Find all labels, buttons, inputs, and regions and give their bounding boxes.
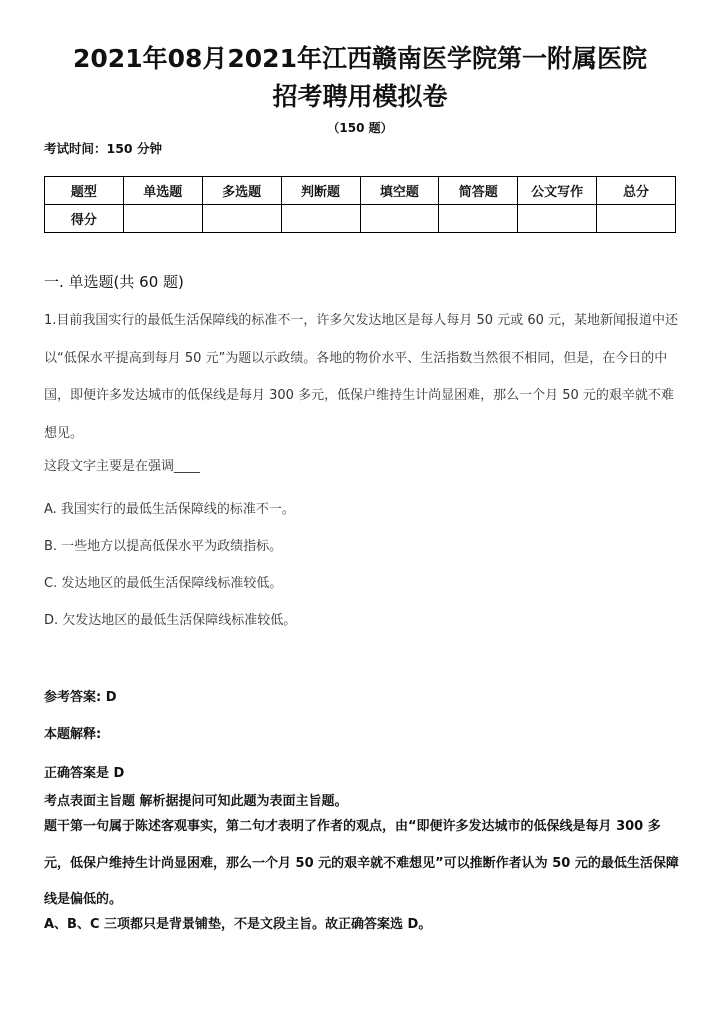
explanation-point: 考点表面主旨题 解析据提问可知此题为表面主旨题。 bbox=[44, 794, 348, 809]
explanation-conclusion: A、B、C 三项都只是背景铺垫，不是文段主旨。故正确答案选 D。 bbox=[44, 917, 432, 932]
score-table-score-row bbox=[45, 205, 676, 233]
table-header-cell: 题型 bbox=[45, 177, 124, 205]
title-line-2: 招考聘用模拟卷 bbox=[272, 82, 448, 111]
option-a: A. 我国实行的最低生活保障线的标准不一。 bbox=[44, 502, 295, 517]
score-cell bbox=[518, 205, 597, 233]
question-prompt: 这段文字主要是在强调____ bbox=[44, 459, 201, 474]
option-b: B. 一些地方以提高低保水平为政绩指标。 bbox=[44, 539, 283, 554]
table-header-cell: 判断题 bbox=[281, 177, 360, 205]
table-header-cell: 填空题 bbox=[360, 177, 439, 205]
question-text: 1.目前我国实行的最低生活保障线的标准不一，许多欠发达地区是每人每月 50 元或 60 元，某地新闻报道中还以“低保水平提高到每月 50 元”为题以示政绩。各地的物价水平、生活指数当然很不相同，但是，在今日的中国，即便许多发达城市的低保线是每月 300 多元，低保户维持生计尚显困难，那么一个月 50 元的艰辛就不难想见。 bbox=[44, 313, 679, 441]
table-header-cell: 多选题 bbox=[202, 177, 281, 205]
explanation-label: 本题解释: bbox=[44, 727, 102, 742]
score-table-header-row bbox=[45, 177, 676, 205]
option-c: C. 发达地区的最低生活保障线标准较低。 bbox=[44, 576, 283, 591]
reference-answer: 参考答案: D bbox=[44, 690, 117, 705]
score-cell bbox=[281, 205, 360, 233]
option-d: D. 欠发达地区的最低生活保障线标准较低。 bbox=[44, 613, 297, 628]
score-cell bbox=[597, 205, 676, 233]
table-header-cell: 总分 bbox=[597, 177, 676, 205]
correct-answer: 正确答案是 D bbox=[44, 766, 125, 781]
document-title bbox=[0, 40, 720, 116]
table-header-cell: 单选题 bbox=[123, 177, 202, 205]
explanation-body: 题干第一句属于陈述客观事实，第二句才表明了作者的观点，由“即便许多发达城市的低保线是每月 300 多元，低保户维持生计尚显困难，那么一个月 50 元的艰辛就不难想见”可以推断作者认为 50 元的最低生活保障线是偏低的。 bbox=[44, 819, 679, 907]
question-count: （150 题） bbox=[327, 121, 393, 135]
score-cell bbox=[360, 205, 439, 233]
score-cell bbox=[123, 205, 202, 233]
table-header-cell: 简答题 bbox=[439, 177, 518, 205]
score-table bbox=[44, 176, 676, 233]
score-row-label: 得分 bbox=[45, 205, 124, 233]
table-header-cell: 公文写作 bbox=[518, 177, 597, 205]
score-cell bbox=[439, 205, 518, 233]
exam-time: 考试时间：150 分钟 bbox=[44, 141, 162, 156]
title-line-1: 2021年08月2021年江西赣南医学院第一附属医院 bbox=[73, 44, 647, 73]
score-cell bbox=[202, 205, 281, 233]
section-title: 一. 单选题(共 60 题) bbox=[44, 273, 184, 291]
